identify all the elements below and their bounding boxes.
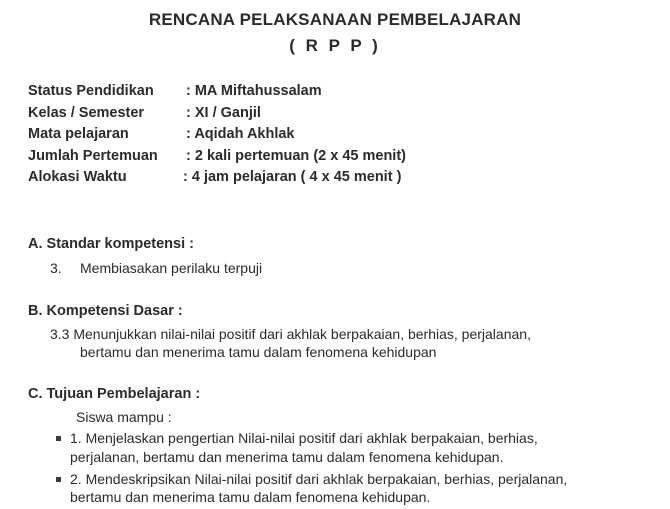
info-value: : 2 kali pertemuan (2 x 45 menit) [186, 147, 406, 164]
info-value: : XI / Ganjil [186, 104, 261, 121]
document-subtitle: ( R P P ) [289, 36, 381, 55]
section-c-item-1-line-1: 1. Menjelaskan pengertian Nilai-nilai positif dari akhlak berpakaian, berhias, [70, 430, 538, 446]
info-label: Mata pelajaran [28, 126, 129, 142]
info-label: Jumlah Pertemuan [28, 147, 158, 164]
section-a-heading: A. Standar kompetensi : [28, 236, 194, 252]
info-value: : 4 jam pelajaran ( 4 x 45 menit ) [183, 169, 402, 185]
info-value: : Aqidah Akhlak [186, 126, 295, 142]
section-a-item-number: 3. [50, 260, 62, 276]
section-b-line-2: bertamu dan menerima tamu dalam fenomena kehidupan [80, 344, 437, 360]
section-c-item-2-line-1: 2. Mendeskripsikan Nilai-nilai positif dari akhlak berpakaian, berhias, perjalanan, [70, 471, 568, 487]
section-a-item-text: Membiasakan perilaku terpuji [80, 260, 263, 276]
info-label: Alokasi Waktu [28, 169, 127, 185]
section-c-intro: Siswa mampu : [76, 409, 172, 425]
bullet-icon [56, 436, 61, 441]
section-b-line-1: 3.3 Menunjukkan nilai-nilai positif dari akhlak berpakaian, berhias, perjalanan, [50, 326, 531, 342]
info-label: Status Pendidikan [28, 83, 154, 99]
document-title: RENCANA PELAKSANAAN PEMBELAJARAN [148, 10, 522, 29]
section-b-heading: B. Kompetensi Dasar : [28, 303, 183, 319]
bullet-icon [56, 477, 61, 482]
section-c-item-2-line-2: bertamu dan menerima tamu dalam fenomena kehidupan. [70, 489, 431, 505]
info-value: : MA Miftahussalam [186, 83, 322, 99]
section-c-heading: C. Tujuan Pembelajaran : [28, 386, 201, 402]
info-label: Kelas / Semester [28, 104, 145, 121]
section-c-item-1-line-2: perjalanan, bertamu dan menerima tamu dalam fenomena kehidupan. [70, 449, 504, 465]
